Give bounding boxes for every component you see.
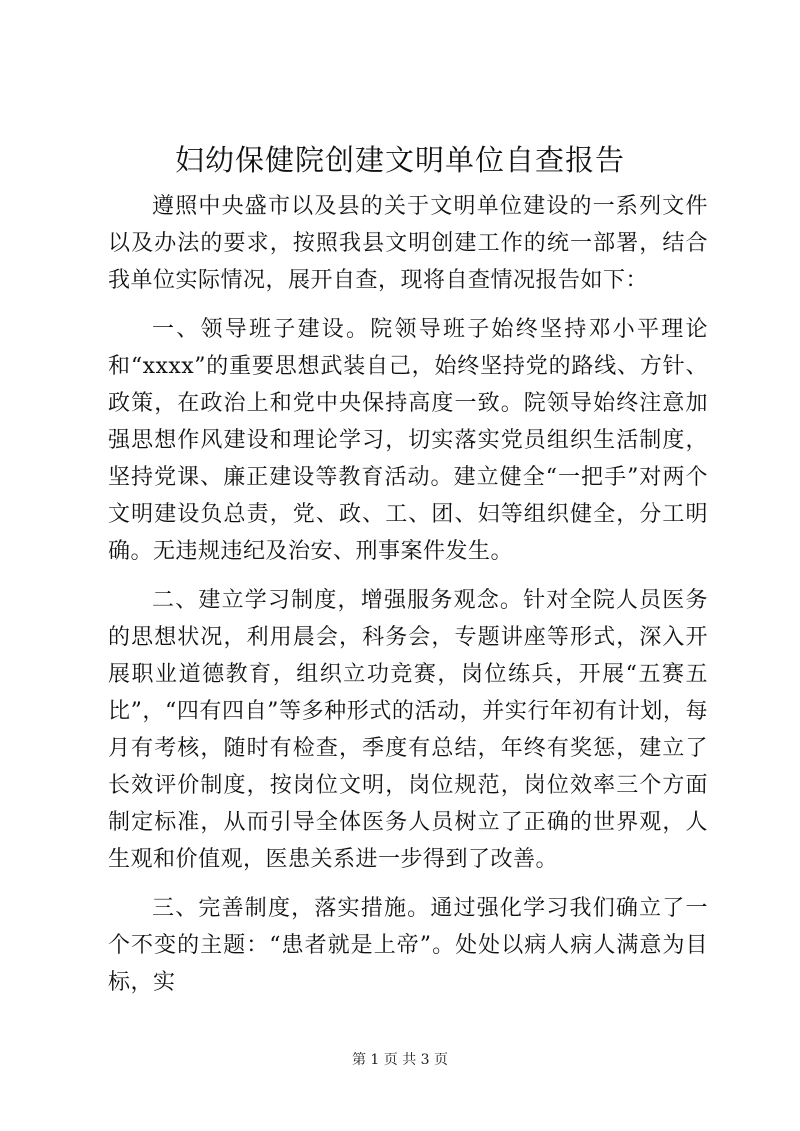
paragraph-section-1: 一、领导班子建设。院领导班子始终坚持邓小平理论和“xxxx”的重要思想武装自己，始终坚持党的路线、方针、政策，在政治上和党中央保持高度一致。院领导始终注意加强思想作风建设和理论学习，切实落实党员组织生活制度，坚持党课、廉正建设等教育活动。建立健全“一把手”对两个文明建设负总责，党、政、工、团、妇等组织健全，分工明确。无违规违纪及治安、刑事案件发生。 [108,317,708,564]
paragraph-section-2: 二、建立学习制度，增强服务观念。针对全院人员医务的思想状况，利用晨会，科务会，专题讲座等形式，深入开展职业道德教育，组织立功竞赛，岗位练兵，开展“五赛五比”，“四有四自”等多种形式的活动，并实行年初有计划，每月有考核，随时有检查，季度有总结，年终有奖惩，建立了长效评价制度，按岗位文明，岗位规范，岗位效率三个方面制定标准，从而引导全体医务人员树立了正确的世界观，人生观和价值观，医患关系进一步得到了改善。 [108,588,708,872]
document-title: 妇幼保健院创建文明单位自查报告 [174,143,625,177]
document-body [108,188,708,1001]
paragraph-section-3: 三、完善制度，落实措施。通过强化学习我们确立了一个不变的主题：“患者就是上帝”。处处以病人病人满意为目标，实 [108,896,708,995]
page-number-footer: 第 1 页 共 3 页 [351,1052,449,1068]
paragraph-intro: 遵照中央盛市以及县的关于文明单位建设的一系列文件以及办法的要求，按照我县文明创建工作的统一部署，结合我单位实际情况，展开自查，现将自查情况报告如下： [108,194,708,293]
